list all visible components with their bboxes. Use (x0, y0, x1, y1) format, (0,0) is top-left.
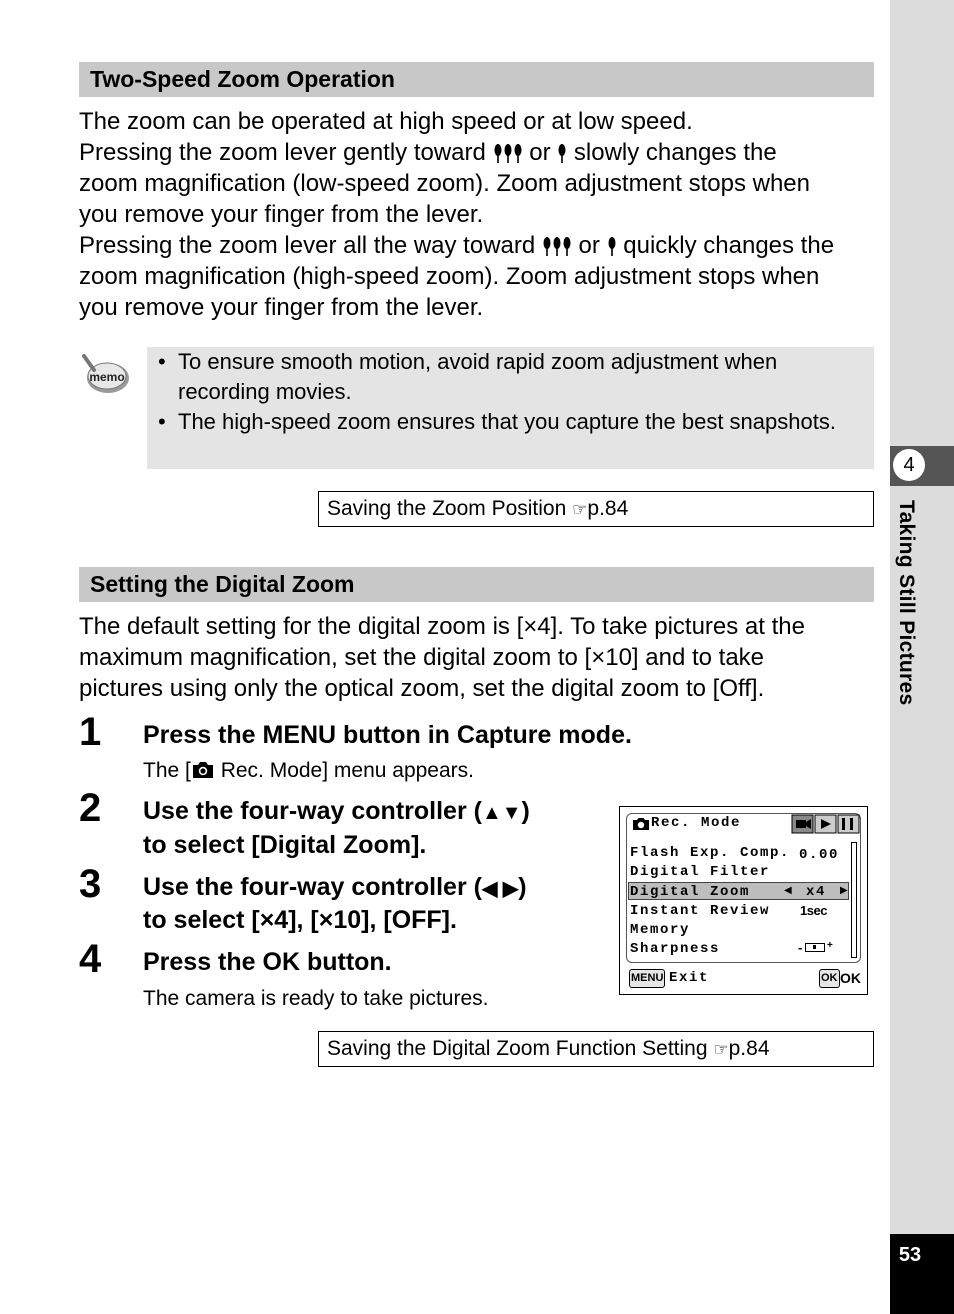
text-fragment: Pressing the zoom lever gently toward (79, 139, 486, 166)
lcd-row-value: x4 (806, 884, 827, 900)
chapter-number: 4 (893, 449, 925, 481)
digital-zoom-text (79, 611, 879, 704)
sharpness-minus: - (798, 940, 803, 955)
text-fragment: or (522, 139, 558, 166)
step-2-text-line2: to select [Digital Zoom]. (143, 831, 427, 859)
step-3-text-line2: to select [×4], [×10], [OFF]. (143, 906, 457, 934)
lcd-row-label: Flash Exp. Comp. (630, 845, 791, 861)
up-down-arrows-icon: ▲▼ (481, 802, 522, 824)
text-line (79, 137, 879, 168)
camera-icon (191, 761, 215, 779)
step-number: 3 (79, 862, 102, 906)
camera-icon (632, 817, 650, 831)
text-fragment: ) (521, 797, 530, 825)
text-fragment: The [ (143, 759, 191, 782)
text-line: maximum magnification, set the digital zoom to [×10] and to take (79, 644, 765, 671)
text-line: The zoom can be operated at high speed or at low speed. (79, 108, 693, 135)
movie-play-settings-tabs-icon (791, 814, 861, 834)
step-number: 1 (79, 710, 102, 754)
text-line: you remove your finger from the lever. (79, 201, 484, 228)
step-1-subtext (143, 757, 474, 785)
memo-item-text: The high-speed zoom ensures that you capture the best snapshots. (178, 409, 836, 434)
text-line: The default setting for the digital zoom is [×4]. To take pictures at the (79, 613, 805, 640)
text-fragment: slowly changes the (567, 139, 777, 166)
lcd-ok-key: OK (819, 969, 840, 988)
lcd-row-value: 1sec (800, 903, 827, 918)
tree-group-icon (542, 236, 572, 258)
tree-group-icon (493, 143, 523, 165)
text-fragment: Rec. Mode] menu appears. (214, 759, 474, 782)
hand-pointer-icon: ☞ (713, 1040, 729, 1059)
single-tree-icon (607, 236, 617, 258)
lcd-row-label: Sharpness (630, 941, 721, 957)
reference-page[interactable]: p.84 (728, 1037, 770, 1060)
single-tree-icon (557, 143, 567, 165)
lcd-row-label: Digital Filter (630, 864, 771, 880)
step-4-subtext: The camera is ready to take pictures. (143, 987, 489, 1010)
reference-box-digital-zoom-setting (318, 1031, 874, 1067)
memo-icon-label: memo (89, 370, 125, 384)
reference-text: Saving the Zoom Position (327, 497, 573, 520)
lcd-exit-label: Exit (669, 970, 710, 986)
reference-page[interactable]: p.84 (587, 497, 629, 520)
step-1-text: Press the MENU button in Capture mode. (143, 721, 632, 749)
left-arrow-icon: ◀ (784, 885, 792, 896)
sharpness-plus: + (827, 940, 833, 951)
hand-pointer-icon: ☞ (572, 500, 588, 519)
lcd-mode-tabs (791, 814, 861, 839)
lcd-row-label: Instant Review (630, 903, 771, 919)
text-line: you remove your finger from the lever. (79, 294, 484, 321)
section-heading-digital-zoom: Setting the Digital Zoom (79, 567, 874, 602)
lcd-row-label-selected: Digital Zoom (630, 884, 751, 900)
text-line: zoom magnification (low-speed zoom). Zoom adjustment stops when (79, 170, 810, 197)
step-2-text (143, 794, 530, 830)
chapter-title: Taking Still Pictures (895, 500, 918, 706)
bullet: • (158, 349, 166, 374)
text-line: pictures using only the optical zoom, set the digital zoom to [Off]. (79, 675, 765, 702)
lcd-menu-key: MENU (629, 969, 665, 988)
reference-text: Saving the Digital Zoom Function Setting (327, 1037, 714, 1060)
memo-list (147, 347, 867, 437)
step-3-text (143, 870, 527, 906)
text-fragment: Use the four-way controller ( (143, 873, 482, 901)
text-line (79, 230, 879, 261)
bullet: • (158, 409, 166, 434)
text-fragment: Pressing the zoom lever all the way toward (79, 232, 536, 259)
step-number: 4 (79, 937, 102, 981)
left-right-arrows-icon: ◀ ▶ (481, 878, 519, 900)
lcd-ok-label: OK (840, 970, 861, 986)
sharpness-scale-icon (805, 943, 825, 952)
page-number: 53 (898, 1244, 922, 1266)
memo-item (147, 347, 867, 407)
step-4-text: Press the OK button. (143, 948, 392, 976)
lcd-row-label: Memory (630, 922, 691, 938)
section-heading-two-speed-zoom: Two-Speed Zoom Operation (79, 62, 874, 97)
memo-icon (80, 352, 132, 398)
text-fragment: or (571, 232, 607, 259)
text-fragment: ) (518, 873, 527, 901)
two-speed-zoom-text (79, 106, 879, 323)
memo-item-text: To ensure smooth motion, avoid rapid zoom adjustment when recording movies. (178, 349, 778, 404)
reference-box-zoom-position (318, 491, 874, 527)
right-arrow-icon: ▶ (840, 885, 848, 896)
memo-item (147, 407, 867, 437)
text-line: zoom magnification (high-speed zoom). Zoom adjustment stops when (79, 263, 820, 290)
step-number: 2 (79, 786, 102, 830)
lcd-scrollbar (851, 842, 857, 958)
text-fragment: quickly changes the (616, 232, 835, 259)
text-fragment: Use the four-way controller ( (143, 797, 482, 825)
lcd-row-value: 0.00 (799, 847, 840, 863)
lcd-title: Rec. Mode (651, 815, 742, 831)
